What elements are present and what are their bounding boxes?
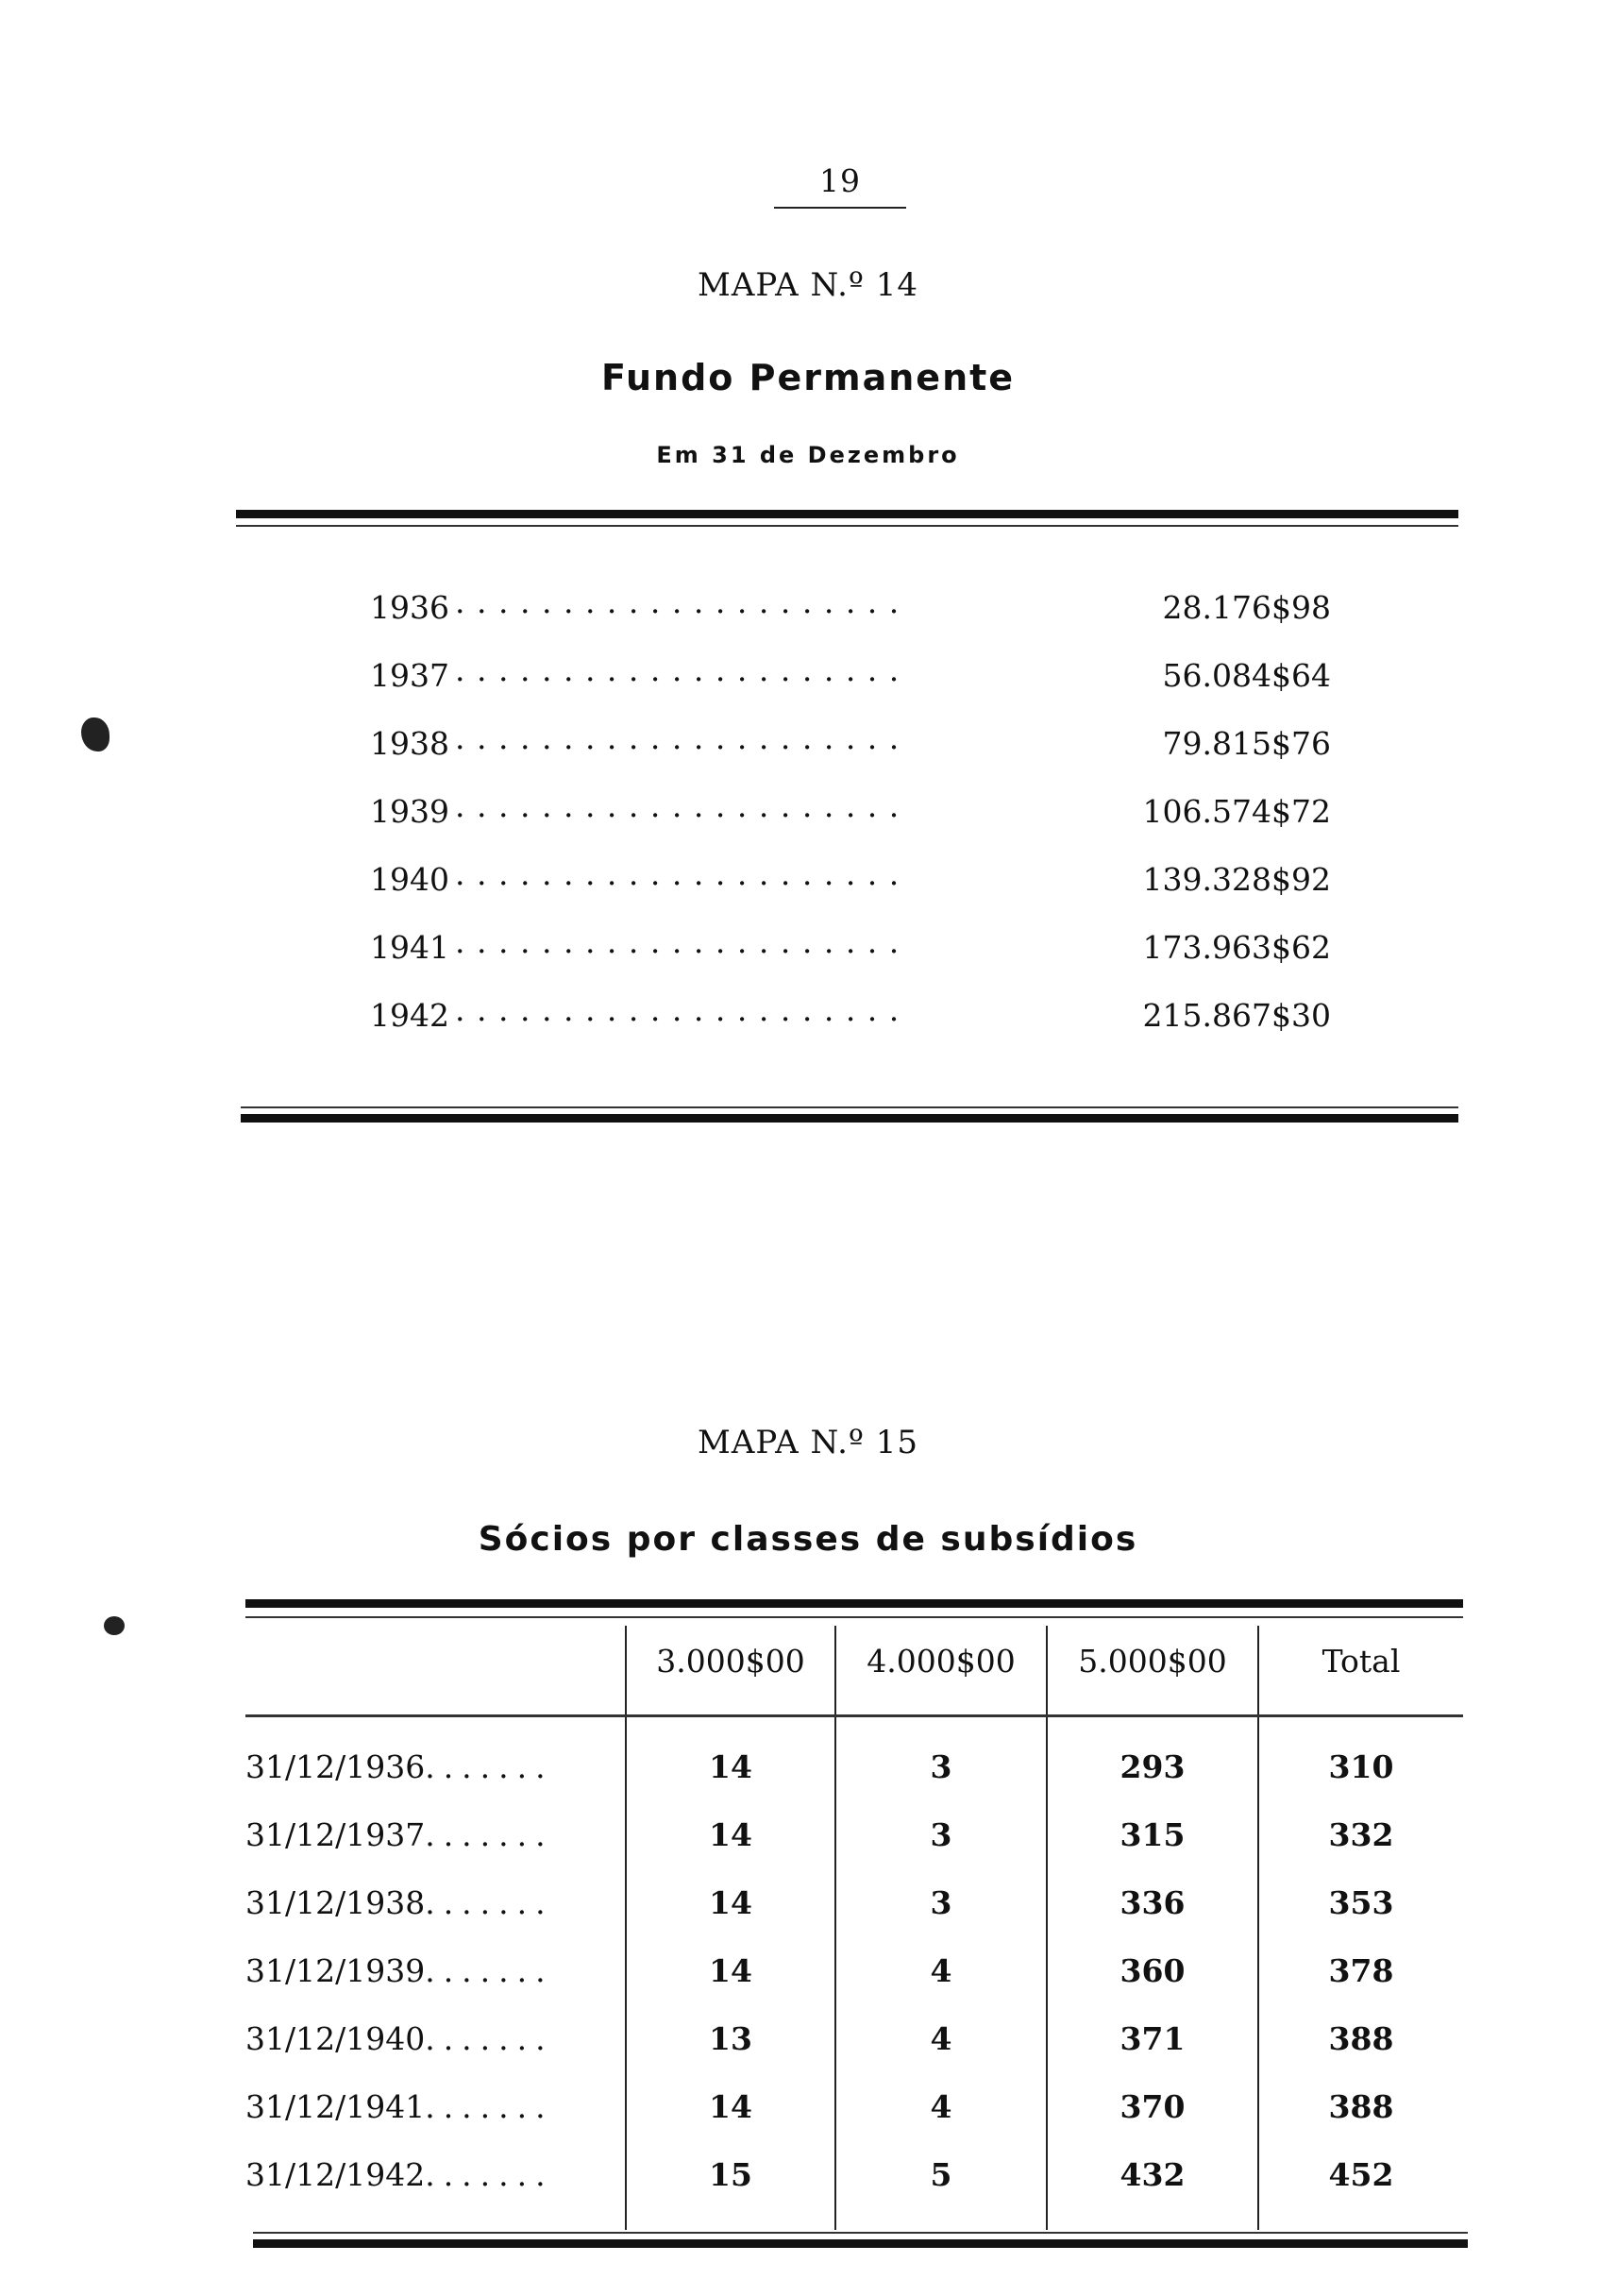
cell-3000: 15 <box>709 2156 752 2193</box>
cell-4000: 5 <box>930 2156 952 2193</box>
leader-dots: ..................... <box>455 651 911 688</box>
cell-5000: 370 <box>1119 2088 1186 2125</box>
list-item <box>370 648 1331 716</box>
row-date: 31/12/1939....... <box>245 1952 554 1989</box>
year: 1939 <box>370 793 449 830</box>
table-row <box>245 1748 1463 1816</box>
map14-top-rule <box>236 510 1458 518</box>
amount: 56.084$64 <box>1162 657 1331 694</box>
cell-5000: 360 <box>1119 1952 1186 1989</box>
row-date: 31/12/1940....... <box>245 2020 554 2057</box>
cell-total: 353 <box>1328 1884 1394 1921</box>
cell-5000: 371 <box>1119 2020 1186 2057</box>
row-date: 31/12/1936....... <box>245 1748 554 1785</box>
list-item <box>370 852 1331 920</box>
cell-5000: 293 <box>1119 1748 1186 1785</box>
column-header: 5.000$00 <box>1078 1643 1227 1680</box>
cell-4000: 4 <box>930 2020 952 2057</box>
cell-4000: 4 <box>930 2088 952 2125</box>
amount: 173.963$62 <box>1142 929 1331 966</box>
year: 1938 <box>370 725 449 762</box>
list-item <box>370 716 1331 784</box>
cell-4000: 3 <box>930 1748 952 1785</box>
leader-dots: ..................... <box>455 787 911 824</box>
list-item <box>370 784 1331 852</box>
amount: 106.574$72 <box>1142 793 1331 830</box>
map14-top-rule-thin <box>236 525 1458 527</box>
list-item <box>370 580 1331 648</box>
map15-heading: Sócios por classes de subsídios <box>478 1520 1138 1559</box>
cell-4000: 3 <box>930 1884 952 1921</box>
year: 1937 <box>370 657 449 694</box>
ink-mark <box>81 718 109 751</box>
page-number: 19 <box>819 162 861 199</box>
amount: 139.328$92 <box>1142 861 1331 898</box>
row-date: 31/12/1937....... <box>245 1816 554 1853</box>
amount: 28.176$98 <box>1162 589 1331 626</box>
cell-5000: 336 <box>1119 1884 1186 1921</box>
cell-3000: 14 <box>709 1816 752 1853</box>
cell-3000: 13 <box>709 2020 752 2057</box>
leader-dots: ..................... <box>455 923 911 960</box>
cell-total: 310 <box>1328 1748 1394 1785</box>
cell-total: 452 <box>1328 2156 1394 2193</box>
map14-bottom-rule-thin <box>241 1106 1458 1108</box>
table-row <box>245 1884 1463 1952</box>
map15-top-rule <box>245 1599 1463 1608</box>
leader-dots: ..................... <box>455 855 911 892</box>
header-rule <box>245 1714 1463 1717</box>
column-header: Total <box>1321 1643 1401 1680</box>
table-row <box>245 1952 1463 2020</box>
cell-3000: 14 <box>709 1884 752 1921</box>
leader-dots: ..................... <box>455 719 911 756</box>
cell-3000: 14 <box>709 1952 752 1989</box>
list-item <box>370 920 1331 988</box>
cell-5000: 315 <box>1119 1816 1186 1853</box>
year: 1942 <box>370 997 449 1034</box>
year: 1941 <box>370 929 449 966</box>
map15-bottom-rule-thin <box>253 2232 1468 2234</box>
map15-top-rule-thin <box>245 1616 1463 1618</box>
year: 1936 <box>370 589 449 626</box>
row-date: 31/12/1938....... <box>245 1884 554 1921</box>
column-header: 3.000$00 <box>656 1643 805 1680</box>
map14-subheading: Em 31 de Dezembro <box>656 442 960 468</box>
cell-4000: 3 <box>930 1816 952 1853</box>
table-row <box>245 1816 1463 1884</box>
year: 1940 <box>370 861 449 898</box>
list-item <box>370 988 1331 1055</box>
map15-bottom-rule <box>253 2239 1468 2248</box>
cell-total: 388 <box>1328 2088 1394 2125</box>
row-date: 31/12/1942....... <box>245 2156 554 2193</box>
map14-list <box>370 580 1331 1055</box>
map15-title: MAPA N.º 15 <box>698 1424 918 1461</box>
map14-heading: Fundo Permanente <box>600 357 1016 398</box>
cell-5000: 432 <box>1119 2156 1186 2193</box>
cell-3000: 14 <box>709 2088 752 2125</box>
amount: 215.867$30 <box>1142 997 1331 1034</box>
leader-dots: ..................... <box>455 991 911 1028</box>
cell-total: 378 <box>1328 1952 1394 1989</box>
cell-total: 388 <box>1328 2020 1394 2057</box>
table-row <box>245 2020 1463 2088</box>
amount: 79.815$76 <box>1162 725 1331 762</box>
row-date: 31/12/1941....... <box>245 2088 554 2125</box>
map14-bottom-rule <box>241 1114 1458 1123</box>
table-row <box>245 2156 1463 2224</box>
leader-dots: ..................... <box>455 583 911 620</box>
cell-3000: 14 <box>709 1748 752 1785</box>
map14-title: MAPA N.º 14 <box>698 266 918 304</box>
cell-total: 332 <box>1328 1816 1394 1853</box>
ink-mark <box>104 1616 125 1635</box>
page-number-underline <box>774 207 906 209</box>
cell-4000: 4 <box>930 1952 952 1989</box>
table-row <box>245 2088 1463 2156</box>
column-header: 4.000$00 <box>867 1643 1016 1680</box>
